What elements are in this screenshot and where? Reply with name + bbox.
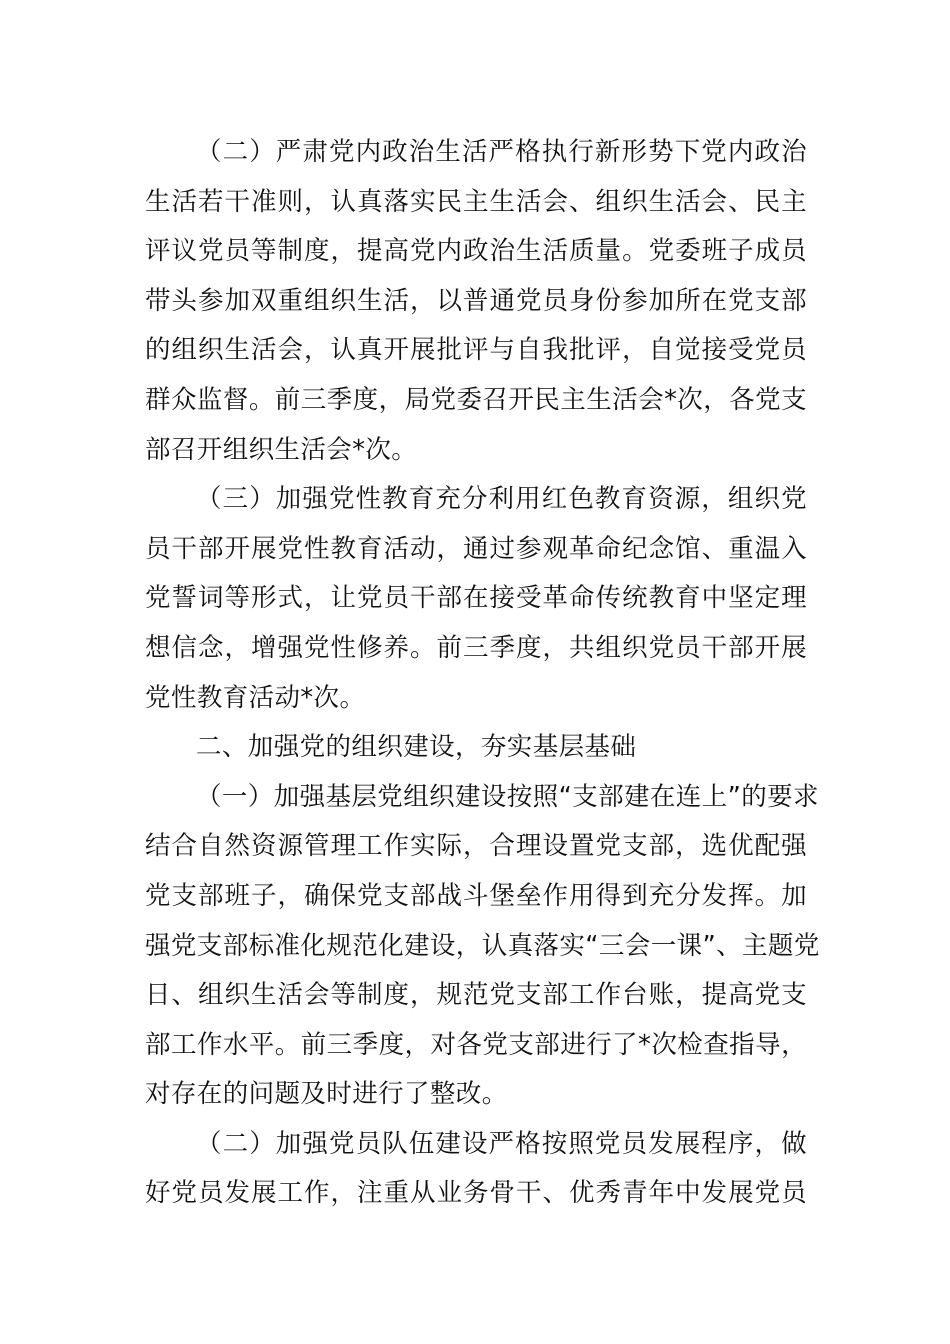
text-line: 党性教育活动*次。 (145, 682, 366, 713)
document-body (145, 128, 820, 1219)
text-line: 的组织生活会，认真开展批评与自我批评，自觉接受党员 (145, 335, 807, 366)
text-line: （二）严肃党内政治生活严格执行新形势下党内政治 (196, 137, 807, 167)
paragraph-grassroots-organization (145, 773, 820, 1120)
text-line: （二）加强党员队伍建设严格按照党员发展程序，做 (196, 1128, 807, 1159)
section-heading: 二、加强党的组织建设，夯实基层基础 (196, 732, 637, 763)
text-line: 日、组织生活会等制度，规范党支部工作台账，提高党支 (145, 980, 807, 1011)
text-line: （一）加强基层党组织建设按照“支部建在连上”的要求 (196, 781, 819, 812)
paragraph-member-team (145, 1120, 807, 1219)
paragraph-party-education (145, 475, 807, 723)
text-line: 强党支部标准化规范化建设，认真落实“三会一课”、主题党 (145, 930, 820, 961)
text-line: 部召开组织生活会*次。 (145, 434, 418, 465)
text-line: 带头参加双重组织生活，以普通党员身份参加所在党支部 (145, 285, 807, 316)
text-line: 群众监督。前三季度，局党委召开民主生活会*次，各党支 (145, 384, 807, 415)
paragraph-political-life (145, 128, 807, 475)
text-line: （三）加强党性教育充分利用红色教育资源，组织党 (196, 484, 807, 515)
text-line: 对存在的问题及时进行了整改。 (145, 1079, 508, 1110)
text-line: 党誓词等形式，让党员干部在接受革命传统教育中坚定理 (145, 583, 807, 614)
text-line: 党支部班子，确保党支部战斗堡垒作用得到充分发挥。加 (145, 880, 807, 911)
text-line: 员干部开展党性教育活动，通过参观革命纪念馆、重温入 (145, 533, 807, 564)
text-line: 结合自然资源管理工作实际，合理设置党支部，选优配强 (145, 831, 807, 862)
text-line: 生活若干准则，认真落实民主生活会、组织生活会、民主 (145, 186, 807, 217)
text-line: 评议党员等制度，提高党内政治生活质量。党委班子成员 (145, 236, 807, 267)
text-line: 想信念，增强党性修养。前三季度，共组织党员干部开展 (145, 632, 807, 663)
text-line: 好党员发展工作，注重从业务骨干、优秀青年中发展党员 (145, 1178, 807, 1209)
text-line: 部工作水平。前三季度，对各党支部进行了*次检查指导， (145, 1029, 807, 1060)
